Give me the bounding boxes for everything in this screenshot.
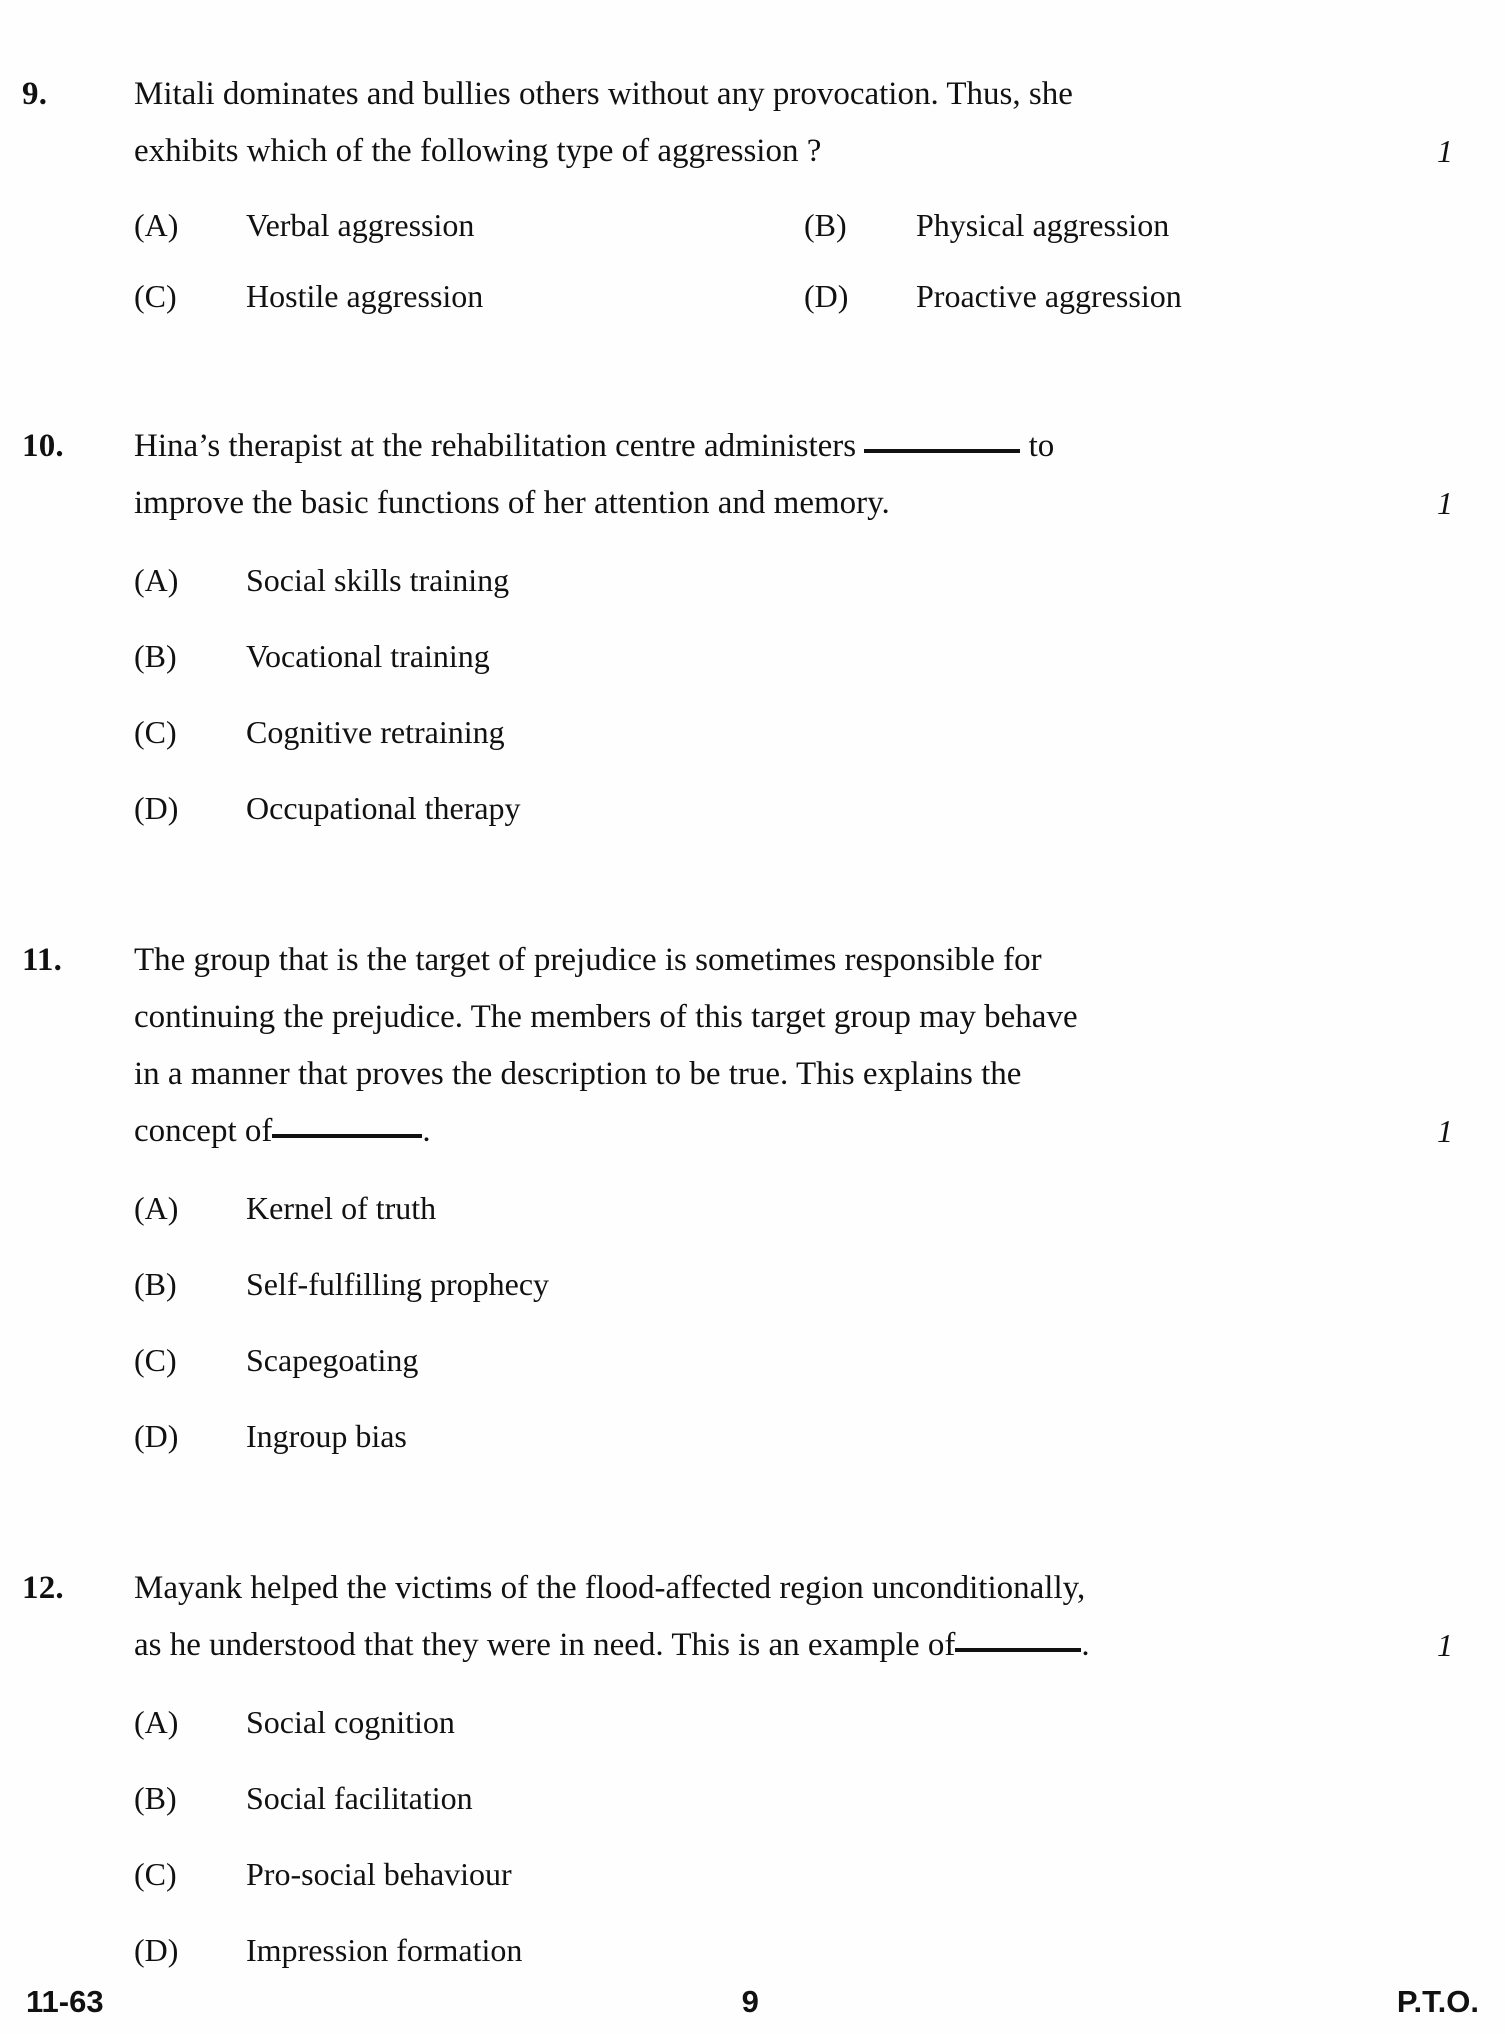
option-letter: (B) — [134, 638, 177, 674]
question-9-stem — [134, 66, 1481, 123]
question-9-stem-line-1: Mitali dominates and bullies others without any provocation. Thus, she — [134, 76, 1073, 112]
question-9-option-b[interactable] — [804, 190, 1481, 261]
question-9-body — [134, 66, 1481, 332]
option-label: Vocational training — [246, 638, 490, 674]
question-12-stem-line2-wrap — [134, 1617, 1481, 1674]
option-letter: (C) — [134, 278, 177, 314]
question-11-stem-line3-wrap — [134, 1046, 1481, 1103]
question-11-body — [134, 932, 1481, 1474]
option-label: Social cognition — [246, 1704, 455, 1740]
question-10-option-d[interactable] — [134, 770, 1481, 846]
question-9-number: 9. — [22, 76, 48, 112]
option-row — [134, 1246, 1481, 1322]
option-label: Proactive aggression — [916, 278, 1182, 314]
question-12-body — [134, 1560, 1481, 1988]
question-10-stem — [134, 418, 1481, 475]
question-11-option-a[interactable] — [134, 1170, 1481, 1246]
option-letter: (B) — [134, 1266, 177, 1302]
question-12-option-b[interactable] — [134, 1760, 1481, 1836]
option-letter: (C) — [134, 1342, 177, 1378]
option-label: Social skills training — [246, 562, 510, 598]
question-9-options — [134, 190, 1481, 332]
question-12 — [0, 1560, 1505, 1988]
question-10-option-b[interactable] — [134, 618, 1481, 694]
option-label: Kernel of truth — [246, 1190, 437, 1226]
option-label: Ingroup bias — [246, 1418, 407, 1454]
question-10-marks: 1 — [1437, 485, 1453, 521]
fill-in-blank — [272, 1134, 422, 1138]
question-9-option-d[interactable] — [804, 261, 1481, 332]
fill-in-blank — [864, 449, 1020, 453]
page-number: 9 — [741, 1984, 759, 2019]
question-11-option-c[interactable] — [134, 1322, 1481, 1398]
option-row — [134, 1322, 1481, 1398]
question-12-options — [134, 1684, 1481, 1988]
question-11-options — [134, 1170, 1481, 1474]
option-label: Hostile aggression — [246, 278, 484, 314]
option-label: Verbal aggression — [246, 207, 475, 243]
option-letter: (A) — [134, 1190, 179, 1226]
question-10 — [0, 418, 1505, 846]
option-label: Self-fulfilling prophecy — [246, 1266, 550, 1302]
question-12-number: 12. — [22, 1570, 64, 1606]
spacer-after-q9 — [0, 332, 1505, 418]
option-letter: (D) — [134, 1418, 179, 1454]
question-11-option-d[interactable] — [134, 1398, 1481, 1474]
option-row — [134, 618, 1481, 694]
turn-over-note: P.T.O. — [1396, 1984, 1479, 2019]
question-11-marks: 1 — [1437, 1113, 1453, 1149]
option-row — [134, 261, 1481, 332]
option-letter: (D) — [804, 278, 849, 314]
question-12-stem-line-1: Mayank helped the victims of the flood-affected region unconditionally, — [134, 1570, 1086, 1606]
option-label: Scapegoating — [246, 1342, 419, 1378]
option-letter: (C) — [134, 714, 177, 750]
question-11-stem-line2-wrap — [134, 989, 1481, 1046]
question-11-stem-line-2: continuing the prejudice. The members of this target group may behave — [134, 999, 1078, 1035]
fill-in-blank — [955, 1648, 1081, 1652]
question-9-stem-line2-wrap — [134, 123, 1481, 180]
spacer-after-q10 — [0, 846, 1505, 932]
option-row — [134, 1760, 1481, 1836]
top-spacer — [0, 0, 1505, 66]
option-letter: (A) — [134, 1704, 179, 1740]
option-label: Cognitive retraining — [246, 714, 505, 750]
option-row — [134, 1684, 1481, 1760]
option-row — [134, 1398, 1481, 1474]
question-10-option-a[interactable] — [134, 542, 1481, 618]
option-row — [134, 190, 1481, 261]
option-letter: (A) — [134, 207, 179, 243]
question-10-number: 10. — [22, 428, 64, 464]
question-11 — [0, 932, 1505, 1474]
option-label: Social facilitation — [246, 1780, 473, 1816]
question-11-option-b[interactable] — [134, 1246, 1481, 1322]
question-12-option-a[interactable] — [134, 1684, 1481, 1760]
option-row — [134, 694, 1481, 770]
option-letter: (C) — [134, 1856, 177, 1892]
option-label: Impression formation — [246, 1932, 523, 1968]
question-10-stem-line-1-before: Hina’s therapist at the rehabilitation centre administers — [134, 428, 857, 464]
question-10-stem-line2-wrap — [134, 475, 1481, 532]
option-row — [134, 1170, 1481, 1246]
question-10-body — [134, 418, 1481, 846]
question-11-number: 11. — [22, 942, 63, 978]
question-10-options — [134, 542, 1481, 846]
question-9 — [0, 66, 1505, 332]
paper-code: 11-63 — [26, 1984, 104, 2019]
option-label: Pro-social behaviour — [246, 1856, 512, 1892]
question-12-stem-line-2-before: as he understood that they were in need. This is an example of — [134, 1627, 956, 1663]
question-11-stem-line-4-after: . — [422, 1113, 431, 1149]
question-10-option-c[interactable] — [134, 694, 1481, 770]
question-9-stem-line-2: exhibits which of the following type of aggression ? — [134, 133, 822, 169]
question-12-marks: 1 — [1437, 1627, 1453, 1663]
question-12-stem-line-2-after: . — [1081, 1627, 1090, 1663]
question-10-stem-line-1-after: to — [1028, 428, 1055, 464]
question-12-option-c[interactable] — [134, 1836, 1481, 1912]
page-footer — [0, 1984, 1505, 2020]
question-12-stem-line1-wrap — [134, 1560, 1481, 1617]
option-letter: (D) — [134, 790, 179, 826]
option-label: Occupational therapy — [246, 790, 521, 826]
option-letter: (A) — [134, 562, 179, 598]
question-11-stem-line4-wrap — [134, 1103, 1481, 1160]
question-9-option-a[interactable] — [134, 190, 804, 261]
option-label: Physical aggression — [916, 207, 1170, 243]
question-11-stem-line-3: in a manner that proves the description to be true. This explains the — [134, 1056, 1022, 1092]
option-row — [134, 1836, 1481, 1912]
option-letter: (D) — [134, 1932, 179, 1968]
option-row — [134, 1912, 1481, 1988]
question-9-marks: 1 — [1437, 133, 1453, 169]
option-letter: (B) — [804, 207, 847, 243]
question-12-option-d[interactable] — [134, 1912, 1481, 1988]
spacer-after-q11 — [0, 1474, 1505, 1560]
option-letter: (B) — [134, 1780, 177, 1816]
question-11-stem-line-1: The group that is the target of prejudice is sometimes responsible for — [134, 942, 1042, 978]
option-row — [134, 542, 1481, 618]
option-row — [134, 770, 1481, 846]
question-9-option-c[interactable] — [134, 261, 804, 332]
question-11-stem-line1-wrap — [134, 932, 1481, 989]
question-10-stem-line-2: improve the basic functions of her attention and memory. — [134, 485, 890, 521]
question-11-stem-line-4-before: concept of — [134, 1113, 273, 1149]
